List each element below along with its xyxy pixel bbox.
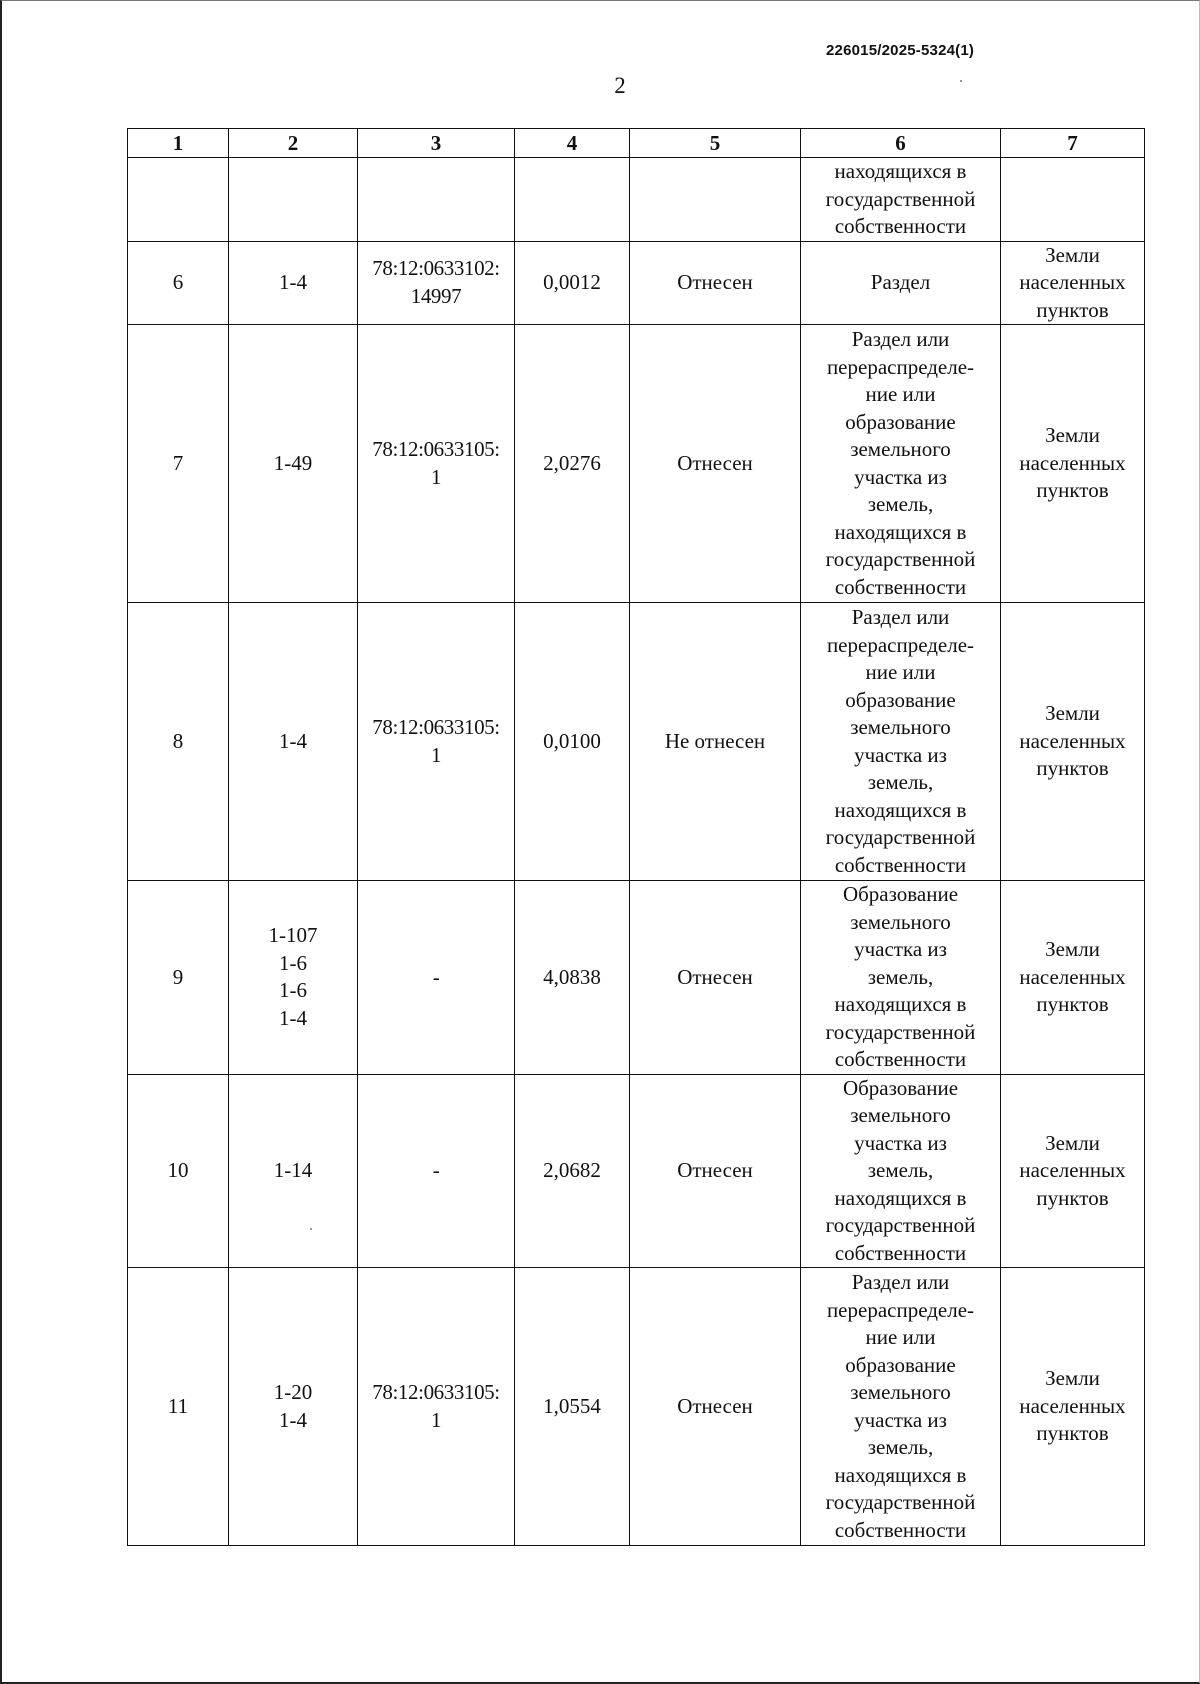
cell-line: Земли bbox=[1045, 242, 1100, 267]
column-header: 2 bbox=[229, 129, 358, 158]
cell-line: собственности bbox=[834, 1047, 967, 1071]
points-cell bbox=[229, 603, 358, 881]
cell-line: собственности bbox=[834, 1240, 967, 1265]
cell-line: Земли bbox=[1045, 1366, 1100, 1391]
cell-line: Образование bbox=[842, 882, 959, 906]
area-cell: 0,0100 bbox=[515, 603, 630, 881]
column-header: 3 bbox=[358, 129, 515, 158]
cell-line: пунктов bbox=[1036, 1421, 1109, 1446]
cell-line: 1-4 bbox=[279, 1005, 307, 1030]
cell-line: находящихся в bbox=[834, 1185, 967, 1210]
row-number-cell bbox=[128, 158, 229, 242]
points-cell bbox=[229, 1074, 358, 1268]
cell-line: населенных bbox=[1019, 270, 1126, 294]
row-number-cell: 9 bbox=[128, 881, 229, 1075]
land-category-cell bbox=[1001, 881, 1145, 1075]
cell-line: Раздел или bbox=[851, 327, 950, 351]
table-row bbox=[128, 1268, 1145, 1546]
cell-line: участка из bbox=[854, 1130, 947, 1155]
column-header: 5 bbox=[630, 129, 801, 158]
table-row bbox=[128, 158, 1145, 242]
formation-method-cell bbox=[801, 603, 1001, 881]
cell-line: перераспределе- bbox=[826, 1297, 975, 1322]
cell-line: собственности bbox=[834, 214, 967, 238]
cell-line: государственной bbox=[825, 1019, 976, 1044]
cell-line: ние или bbox=[865, 660, 936, 684]
cell-line: государственной bbox=[825, 1490, 976, 1514]
cell-line: земельного bbox=[850, 715, 951, 739]
cell-line: ние или bbox=[865, 1325, 936, 1349]
cell-line: Земли bbox=[1045, 1130, 1100, 1155]
cell-line: образование bbox=[845, 1352, 956, 1377]
formation-method-cell bbox=[801, 881, 1001, 1075]
cell-line: участка из bbox=[854, 742, 947, 767]
cell-line: государственной bbox=[825, 825, 976, 849]
cell-line: 1-107 bbox=[268, 923, 318, 948]
table-row bbox=[128, 603, 1145, 881]
table-row bbox=[128, 881, 1145, 1075]
cell-line: Раздел или bbox=[851, 1270, 950, 1294]
status-cell: Отнесен bbox=[630, 1268, 801, 1546]
status-cell: Не отнесен bbox=[630, 603, 801, 881]
row-number-cell: 10 bbox=[128, 1074, 229, 1268]
cadastral-number-cell bbox=[358, 603, 515, 881]
area-cell: 2,0276 bbox=[515, 325, 630, 603]
area-cell: 0,0012 bbox=[515, 241, 630, 325]
land-plots-table bbox=[127, 128, 1145, 1546]
cell-line: участка из bbox=[854, 937, 947, 961]
cell-line: 78:12:0633102: bbox=[372, 256, 500, 281]
points-cell bbox=[229, 241, 358, 325]
cell-line: государственной bbox=[825, 186, 976, 211]
cell-line: образование bbox=[845, 409, 956, 434]
cell-line: Образование bbox=[842, 1075, 959, 1100]
cell-line: находящихся в bbox=[834, 1462, 967, 1487]
status-cell: Отнесен bbox=[630, 881, 801, 1075]
scan-speck bbox=[960, 80, 962, 82]
cell-line: пунктов bbox=[1036, 992, 1109, 1016]
document-number: 226015/2025-5324(1) bbox=[826, 42, 975, 59]
cell-line: 78:12:0633105: bbox=[372, 715, 500, 739]
row-number-cell: 6 bbox=[128, 241, 229, 325]
table-row bbox=[128, 1074, 1145, 1268]
column-header: 7 bbox=[1001, 129, 1145, 158]
cadastral-number-cell bbox=[358, 158, 515, 242]
cell-line: 1-4 bbox=[279, 1407, 307, 1432]
cell-line: ние или bbox=[865, 382, 936, 406]
cell-line: 78:12:0633105: bbox=[372, 437, 500, 461]
cell-line: - bbox=[432, 1158, 440, 1182]
cell-line: 1-4 bbox=[279, 270, 307, 294]
cell-line: перераспределе- bbox=[826, 632, 975, 657]
cell-line: 1 bbox=[430, 464, 442, 489]
row-number-cell: 7 bbox=[128, 325, 229, 603]
formation-method-cell bbox=[801, 241, 1001, 325]
area-cell bbox=[515, 158, 630, 242]
points-cell bbox=[229, 881, 358, 1075]
cell-line: 14997 bbox=[410, 283, 462, 308]
table-row bbox=[128, 241, 1145, 325]
header-row bbox=[128, 129, 1145, 158]
cell-line: земельного bbox=[850, 437, 951, 461]
cell-line: земель, bbox=[867, 964, 934, 989]
cell-line: государственной bbox=[825, 547, 976, 571]
cell-line: земельного bbox=[850, 909, 951, 934]
cell-line: Раздел bbox=[870, 270, 931, 294]
cell-line: участка из bbox=[854, 1407, 947, 1432]
cell-line: населенных bbox=[1019, 1393, 1126, 1418]
cell-line: 1-6 bbox=[279, 978, 307, 1003]
land-category-cell bbox=[1001, 325, 1145, 603]
column-header: 4 bbox=[515, 129, 630, 158]
cell-line: Земли bbox=[1045, 701, 1100, 726]
cell-line: перераспределе- bbox=[826, 354, 975, 379]
cell-line: находящихся в bbox=[834, 159, 967, 183]
points-cell bbox=[229, 1268, 358, 1546]
cell-line: населенных bbox=[1019, 964, 1126, 989]
cell-line: 1-49 bbox=[273, 450, 313, 475]
status-cell: Отнесен bbox=[630, 241, 801, 325]
cadastral-number-cell bbox=[358, 1268, 515, 1546]
points-cell bbox=[229, 158, 358, 242]
land-category-cell bbox=[1001, 1268, 1145, 1546]
cell-line: земельного bbox=[850, 1380, 951, 1404]
land-category-cell bbox=[1001, 158, 1145, 242]
cell-line: земельного bbox=[850, 1103, 951, 1127]
cell-line: пунктов bbox=[1036, 756, 1109, 781]
cell-line: находящихся в bbox=[834, 519, 967, 544]
cell-line: образование bbox=[845, 687, 956, 712]
cadastral-number-cell bbox=[358, 325, 515, 603]
cell-line: 78:12:0633105: bbox=[372, 1380, 500, 1404]
cell-line: участка из bbox=[854, 464, 947, 489]
formation-method-cell bbox=[801, 325, 1001, 603]
cell-line: 1-6 bbox=[279, 950, 307, 975]
cell-line: - bbox=[432, 964, 440, 989]
cell-line: государственной bbox=[825, 1213, 976, 1237]
cell-line: 1 bbox=[430, 742, 442, 767]
cell-line: находящихся в bbox=[834, 992, 967, 1016]
area-cell: 2,0682 bbox=[515, 1074, 630, 1268]
cell-line: Земли bbox=[1045, 937, 1100, 961]
land-category-cell bbox=[1001, 603, 1145, 881]
cell-line: пунктов bbox=[1036, 1185, 1109, 1210]
table-body bbox=[128, 158, 1145, 1546]
cell-line: земель, bbox=[867, 770, 934, 794]
points-cell bbox=[229, 325, 358, 603]
cell-line: Земли bbox=[1045, 423, 1100, 448]
status-cell: Отнесен bbox=[630, 1074, 801, 1268]
cell-line: населенных bbox=[1019, 728, 1126, 753]
table-row bbox=[128, 325, 1145, 603]
formation-method-cell bbox=[801, 1268, 1001, 1546]
cell-line: земель, bbox=[867, 1435, 934, 1459]
cell-line: пунктов bbox=[1036, 297, 1109, 322]
column-header: 6 bbox=[801, 129, 1001, 158]
cell-line: находящихся в bbox=[834, 797, 967, 822]
land-category-cell bbox=[1001, 1074, 1145, 1268]
cell-line: собственности bbox=[834, 1517, 967, 1542]
cell-line: земель, bbox=[867, 492, 934, 516]
cell-line: пунктов bbox=[1036, 478, 1109, 503]
land-category-cell bbox=[1001, 241, 1145, 325]
page-number: 2 bbox=[614, 73, 626, 98]
formation-method-cell bbox=[801, 158, 1001, 242]
area-cell: 4,0838 bbox=[515, 881, 630, 1075]
row-number-cell: 11 bbox=[128, 1268, 229, 1546]
cell-line: 1-4 bbox=[279, 728, 307, 753]
status-cell bbox=[630, 158, 801, 242]
cell-line: собственности bbox=[834, 574, 967, 599]
cell-line: 1 bbox=[430, 1407, 442, 1432]
cell-line: населенных bbox=[1019, 450, 1126, 475]
cell-line: населенных bbox=[1019, 1158, 1126, 1182]
cell-line: земель, bbox=[867, 1158, 934, 1182]
cell-line: Раздел или bbox=[851, 605, 950, 629]
status-cell: Отнесен bbox=[630, 325, 801, 603]
formation-method-cell bbox=[801, 1074, 1001, 1268]
column-header: 1 bbox=[128, 129, 229, 158]
area-cell: 1,0554 bbox=[515, 1268, 630, 1546]
cell-line: собственности bbox=[834, 852, 967, 877]
row-number-cell: 8 bbox=[128, 603, 229, 881]
cadastral-number-cell bbox=[358, 1074, 515, 1268]
cell-line: 1-14 bbox=[273, 1158, 313, 1182]
cell-line: 1-20 bbox=[273, 1380, 313, 1404]
cadastral-number-cell bbox=[358, 881, 515, 1075]
cadastral-number-cell bbox=[358, 241, 515, 325]
